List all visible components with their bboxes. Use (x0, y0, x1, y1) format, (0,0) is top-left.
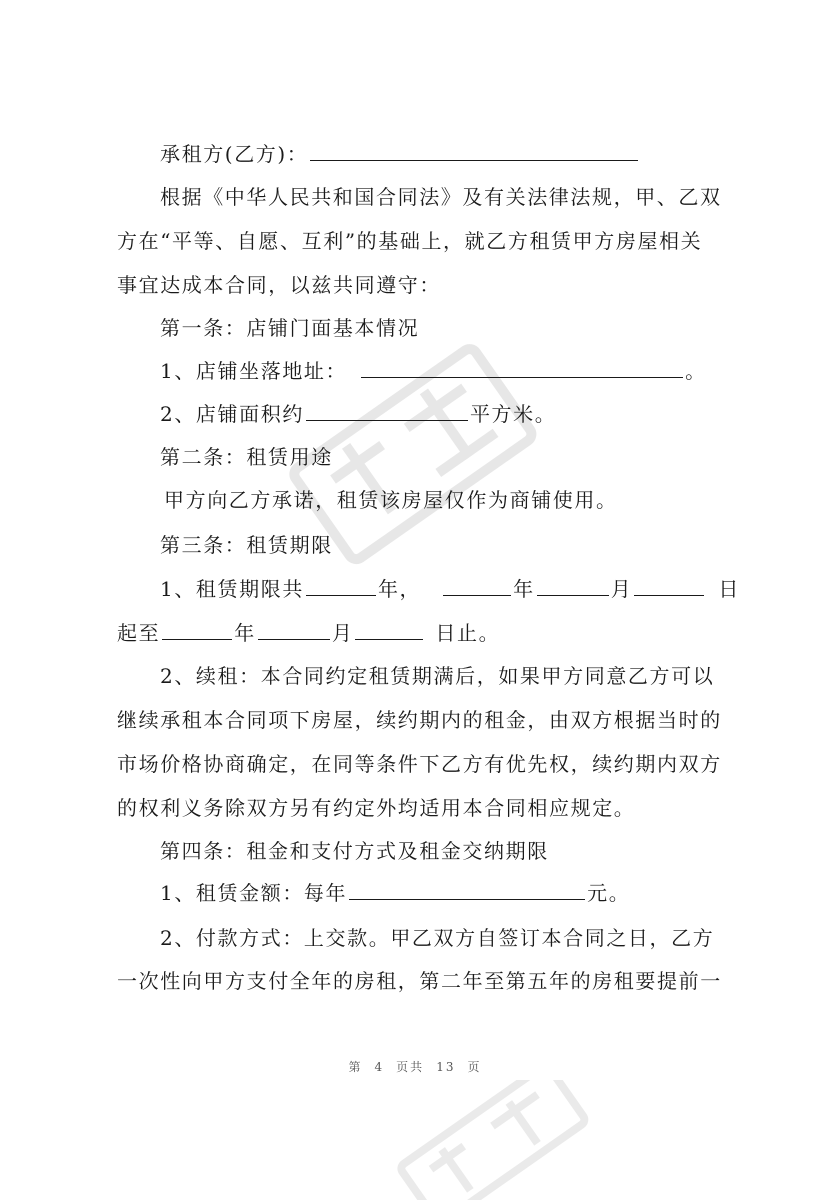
start-day-blank[interactable] (634, 575, 704, 596)
start-year-blank[interactable] (443, 575, 511, 596)
page-footer (0, 1058, 830, 1075)
address-blank[interactable] (361, 357, 683, 378)
end-month-blank[interactable] (258, 619, 330, 640)
article3-title: 第三条：租赁期限 (160, 533, 333, 557)
area-unit: 平方米。 (469, 402, 557, 426)
article4-item1 (0, 879, 830, 907)
article1-item2 (0, 400, 830, 428)
lessee-line (0, 140, 830, 168)
payment-line-1: 2、付款方式：上交款。甲乙双方自签订本合同之日，乙方 (160, 926, 715, 950)
renewal-line-4: 的权利义务除双方另有约定外均适用本合同相应规定。 (117, 796, 636, 820)
start-month-unit: 月 (610, 577, 633, 601)
rent-unit: 元。 (587, 881, 631, 905)
intro-line-1: 根据《中华人民共和国合同法》及有关法律法规，甲、乙双 (160, 185, 722, 209)
intro-line-3: 事宜达成本合同，以兹共同遵守： (117, 273, 441, 297)
start-month-blank[interactable] (537, 575, 609, 596)
lessee-blank[interactable] (310, 140, 638, 161)
article2-title: 第二条：租赁用途 (160, 445, 333, 469)
start-year-unit: 年 (513, 577, 535, 601)
end-month-unit: 月 (331, 621, 354, 645)
footer-ye-gong: 页共 (396, 1060, 425, 1074)
end-year-unit: 年 (234, 621, 256, 645)
lessee-label: 承租方(乙方)： (160, 142, 309, 166)
start-day-unit: 日 (718, 577, 740, 601)
rent-label: 1、租赁金额：每年 (160, 881, 348, 905)
article2-text: 甲方向乙方承诺，租赁该房屋仅作为商铺使用。 (164, 488, 618, 512)
footer-di: 第 (348, 1060, 363, 1074)
end-day-unit: 日止。 (435, 621, 501, 645)
end-day-blank[interactable] (355, 619, 423, 640)
footer-total-pages: 13 (436, 1060, 456, 1074)
intro-line-2: 方在“平等、自愿、互利”的基础上，就乙方租赁甲方房屋相关 (117, 229, 703, 253)
article3-item1-line2 (0, 619, 830, 647)
article3-item1-line1 (0, 575, 830, 603)
article1-title: 第一条：店铺门面基本情况 (160, 316, 420, 340)
renewal-line-1: 2、续租：本合同约定租赁期满后，如果甲方同意乙方可以 (160, 664, 715, 688)
area-blank[interactable] (306, 400, 468, 421)
renewal-line-2: 继续承租本合同项下房屋，续约期内的租金，由双方根据当时的 (117, 708, 722, 732)
term-label: 1、租赁期限共 (160, 577, 304, 601)
end-year-blank[interactable] (162, 619, 232, 640)
until-label: 起至 (117, 621, 161, 645)
rent-amount-blank[interactable] (349, 879, 585, 900)
footer-page-number: 4 (374, 1060, 385, 1074)
article4-title: 第四条：租金和支付方式及租金交纳期限 (160, 839, 549, 863)
article1-item1 (0, 357, 830, 385)
term-years-unit: 年， (377, 577, 422, 601)
renewal-line-3: 市场价格协商确定，在同等条件下乙方有优先权，续约期内双方 (117, 752, 722, 776)
payment-line-2: 一次性向甲方支付全年的房租，第二年至第五年的房租要提前一 (117, 969, 722, 993)
watermark-corner-icon (380, 1080, 600, 1200)
address-label: 1、店铺坐落地址： (160, 359, 348, 383)
term-years-blank[interactable] (306, 575, 376, 596)
area-label: 2、店铺面积约 (160, 402, 304, 426)
address-end: 。 (685, 359, 707, 383)
footer-ye: 页 (467, 1060, 482, 1074)
